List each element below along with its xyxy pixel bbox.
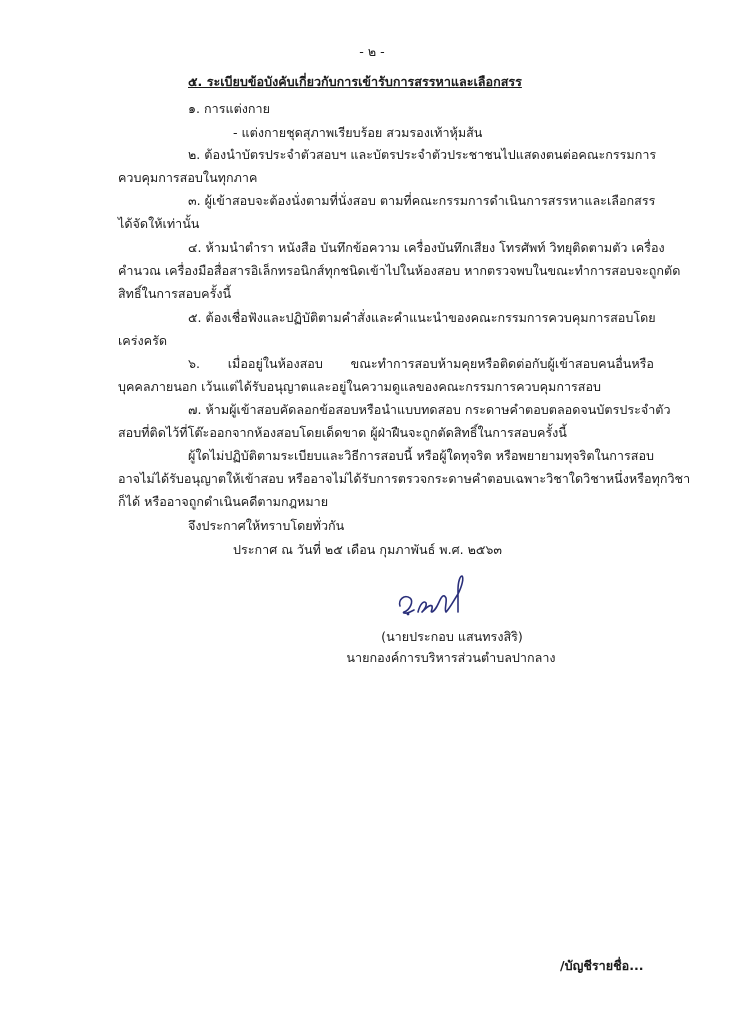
continued-footer: /บัญชีรายชื่อ... — [560, 958, 644, 973]
item-6-line-1: ๖. เมื่ออยู่ในห้องสอบ ขณะทำการสอบห้ามคุยหรือติดต่อกับผู้เข้าสอบคนอื่นหรือ — [188, 356, 654, 371]
item-5-line-2: เคร่งครัด — [118, 333, 168, 348]
date-line: ประกาศ ณ วันที่ ๒๕ เดือน กุมภาพันธ์ พ.ศ. ๒๕๖๓ — [233, 542, 503, 557]
penalty-line-2: อาจไม่ได้รับอนุญาตให้เข้าสอบ หรืออาจไม่ได้รับการตรวจกระดาษคำตอบเฉพาะวิชาใดวิชาหนึ่งหรือทุกวิชา — [118, 471, 691, 486]
section-heading: ๕. ระเบียบข้อบังคับเกี่ยวกับการเข้ารับการสรรหาและเลือกสรร — [188, 74, 522, 89]
item-7-line-2: สอบที่ติดไว้ที่โต๊ะออกจากห้องสอบโดยเด็ดขาด ผู้ฝ่าฝืนจะถูกตัดสิทธิ์ในการสอบครั้งนี้ — [118, 425, 567, 440]
page-number: - ๒ - — [359, 44, 385, 59]
item-4-line-3: สิทธิ์ในการสอบครั้งนี้ — [118, 286, 232, 301]
item-6-line-2: บุคคลภายนอก เว้นแต่ได้รับอนุญาตและอยู่ในความดูแลของคณะกรรมการควบคุมการสอบ — [118, 379, 602, 394]
signatory-name: (นายประกอบ แสนทรงสิริ) — [381, 629, 523, 644]
announcement-text: จึงประกาศให้ทราบโดยทั่วกัน — [188, 518, 345, 533]
signature-image — [392, 570, 492, 622]
item-4-line-2: คำนวณ เครื่องมือสื่อสารอิเล็กทรอนิกส์ทุกชนิดเข้าไปในห้องสอบ หากตรวจพบในขณะทำการสอบจะถูกตัด — [118, 263, 681, 278]
item-3-line-2: ได้จัดให้เท่านั้น — [118, 216, 200, 231]
item-3-line-1: ๓. ผู้เข้าสอบจะต้องนั่งตามที่นั่งสอบ ตามที่คณะกรรมการดำเนินการสรรหาและเลือกสรร — [188, 193, 656, 208]
item-4-line-1: ๔. ห้ามนำตำรา หนังสือ บันทึกข้อความ เครื่องบันทึกเสียง โทรศัพท์ วิทยุติดตามตัว เครื่อง — [188, 240, 665, 255]
item-2-line-1: ๒. ต้องนำบัตรประจำตัวสอบฯ และบัตรประจำตัวประชาชนไปแสดงตนต่อคณะกรรมการ — [188, 147, 657, 162]
item-7-line-1: ๗. ห้ามผู้เข้าสอบคัดลอกข้อสอบหรือนำแบบทดสอบ กระดาษคำตอบตลอดจนบัตรประจำตัว — [188, 402, 671, 417]
item-1-title: ๑. การแต่งกาย — [188, 101, 270, 116]
penalty-line-1: ผู้ใดไม่ปฏิบัติตามระเบียบและวิธีการสอบนี้ หรือผู้ใดทุจริต หรือพยายามทุจริตในการสอบ — [188, 448, 654, 463]
item-2-line-2: ควบคุมการสอบในทุกภาค — [118, 170, 258, 185]
penalty-line-3: ก็ได้ หรืออาจถูกดำเนินคดีตามกฎหมาย — [118, 494, 329, 509]
item-1-detail: - แต่งกายชุดสุภาพเรียบร้อย สวมรองเท้าหุ้มส้น — [233, 125, 483, 140]
signatory-position: นายกองค์การบริหารส่วนตำบลปากลาง — [346, 650, 556, 665]
item-5-line-1: ๕. ต้องเชื่อฟังและปฏิบัติตามคำสั่งและคำแนะนำของคณะกรรมการควบคุมการสอบโดย — [188, 310, 656, 325]
